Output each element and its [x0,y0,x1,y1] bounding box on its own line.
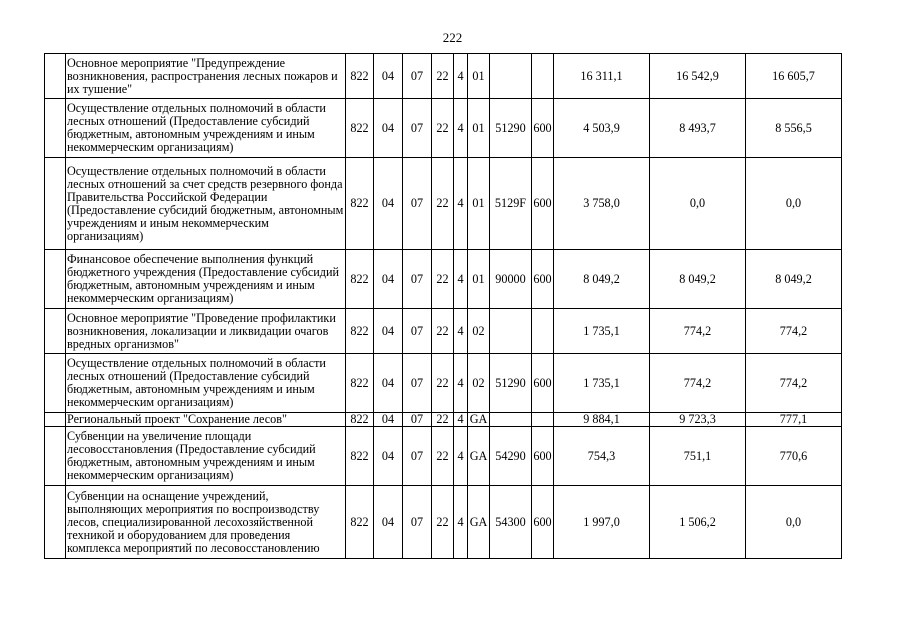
code-section: 04 [374,99,403,158]
amount-year-3: 8 556,5 [746,99,842,158]
amount-year-2: 9 723,3 [650,413,746,427]
code-section: 04 [374,354,403,413]
code-event: GA [468,413,490,427]
code-program: 22 [432,309,454,354]
code-event: GA [468,486,490,559]
code-ministry: 822 [346,427,374,486]
amount-year-2: 8 493,7 [650,99,746,158]
code-program: 22 [432,250,454,309]
amount-year-3: 0,0 [746,486,842,559]
code-direction: 51290 [490,354,532,413]
code-section: 04 [374,54,403,99]
code-ministry: 822 [346,250,374,309]
code-subprogram: 4 [454,99,468,158]
budget-table [44,53,842,559]
code-subsection: 07 [403,427,432,486]
code-section: 04 [374,250,403,309]
code-ministry: 822 [346,309,374,354]
blank-cell [45,250,66,309]
row-name: Основное мероприятие "Предупреждение возникновения, распространения лесных пожаров и их тушение" [66,54,346,99]
row-name: Финансовое обеспечение выполнения функций бюджетного учреждения (Предоставление субсидий бюджетным, автономным учреждениям и иным некоммерческим организациям) [66,250,346,309]
table-row [45,354,842,413]
amount-year-1: 16 311,1 [554,54,650,99]
code-direction: 54300 [490,486,532,559]
code-event: 01 [468,250,490,309]
code-direction [490,309,532,354]
amount-year-3: 770,6 [746,427,842,486]
code-expense-type: 600 [532,99,554,158]
blank-cell [45,427,66,486]
code-subsection: 07 [403,250,432,309]
row-name: Субвенции на увеличение площади лесовосстановления (Предоставление субсидий бюджетным, автономным учреждениям и иным некоммерческим организациям) [66,427,346,486]
code-direction: 54290 [490,427,532,486]
amount-year-1: 3 758,0 [554,158,650,250]
code-subsection: 07 [403,99,432,158]
amount-year-3: 16 605,7 [746,54,842,99]
table-row [45,427,842,486]
code-subprogram: 4 [454,54,468,99]
code-event: 01 [468,54,490,99]
amount-year-1: 1 735,1 [554,309,650,354]
table-row [45,99,842,158]
amount-year-1: 9 884,1 [554,413,650,427]
code-section: 04 [374,413,403,427]
amount-year-2: 751,1 [650,427,746,486]
blank-cell [45,158,66,250]
code-expense-type: 600 [532,158,554,250]
code-program: 22 [432,427,454,486]
code-event: GA [468,427,490,486]
code-subprogram: 4 [454,309,468,354]
code-ministry: 822 [346,486,374,559]
blank-cell [45,309,66,354]
code-section: 04 [374,309,403,354]
row-name: Осуществление отдельных полномочий в области лесных отношений (Предоставление субсидий бюджетным, автономным учреждениям и иным некоммерческим организациям) [66,99,346,158]
code-program: 22 [432,99,454,158]
code-ministry: 822 [346,413,374,427]
code-program: 22 [432,54,454,99]
table-row [45,309,842,354]
blank-cell [45,54,66,99]
amount-year-3: 774,2 [746,309,842,354]
code-section: 04 [374,486,403,559]
amount-year-1: 8 049,2 [554,250,650,309]
code-ministry: 822 [346,158,374,250]
row-name: Основное мероприятие "Проведение профилактики возникновения, локализации и ликвидации очагов вредных организмов" [66,309,346,354]
amount-year-1: 1 735,1 [554,354,650,413]
code-expense-type: 600 [532,486,554,559]
table-row [45,54,842,99]
row-name: Субвенции на оснащение учреждений, выполняющих мероприятия по воспроизводству лесов, специализированной лесохозяйственной техникой и оборудованием для проведения комплекса мероприятий по лесовосстановлению [66,486,346,559]
amount-year-2: 16 542,9 [650,54,746,99]
code-expense-type [532,309,554,354]
page-number: 222 [442,30,463,45]
code-subsection: 07 [403,354,432,413]
code-direction: 90000 [490,250,532,309]
table-row [45,158,842,250]
row-name: Осуществление отдельных полномочий в области лесных отношений за счет средств резервного фонда Правительства Российской Федерации (Предоставление субсидий бюджетным, автономным учреждениям и иным некоммерческим организациям) [66,158,346,250]
code-ministry: 822 [346,354,374,413]
code-program: 22 [432,413,454,427]
row-name: Региональный проект "Сохранение лесов" [66,413,346,427]
code-section: 04 [374,158,403,250]
amount-year-1: 1 997,0 [554,486,650,559]
code-event: 01 [468,99,490,158]
amount-year-2: 774,2 [650,309,746,354]
code-subsection: 07 [403,54,432,99]
code-subprogram: 4 [454,413,468,427]
code-subprogram: 4 [454,427,468,486]
code-subprogram: 4 [454,354,468,413]
blank-cell [45,486,66,559]
table-row [45,250,842,309]
code-program: 22 [432,158,454,250]
code-subprogram: 4 [454,158,468,250]
amount-year-2: 774,2 [650,354,746,413]
code-subsection: 07 [403,486,432,559]
code-subprogram: 4 [454,486,468,559]
code-expense-type: 600 [532,427,554,486]
code-section: 04 [374,427,403,486]
amount-year-3: 774,2 [746,354,842,413]
amount-year-3: 8 049,2 [746,250,842,309]
code-ministry: 822 [346,99,374,158]
code-subsection: 07 [403,158,432,250]
amount-year-1: 4 503,9 [554,99,650,158]
code-expense-type [532,54,554,99]
code-event: 01 [468,158,490,250]
code-program: 22 [432,354,454,413]
code-direction [490,413,532,427]
blank-cell [45,99,66,158]
code-subsection: 07 [403,309,432,354]
amount-year-2: 8 049,2 [650,250,746,309]
amount-year-1: 754,3 [554,427,650,486]
blank-cell [45,413,66,427]
table-row [45,486,842,559]
amount-year-3: 777,1 [746,413,842,427]
code-expense-type: 600 [532,354,554,413]
table-row [45,413,842,427]
amount-year-3: 0,0 [746,158,842,250]
amount-year-2: 1 506,2 [650,486,746,559]
code-event: 02 [468,354,490,413]
code-direction [490,54,532,99]
row-name: Осуществление отдельных полномочий в области лесных отношений (Предоставление субсидий бюджетным, автономным учреждениям и иным некоммерческим организациям) [66,354,346,413]
code-subsection: 07 [403,413,432,427]
blank-cell [45,354,66,413]
code-subprogram: 4 [454,250,468,309]
code-direction: 51290 [490,99,532,158]
code-ministry: 822 [346,54,374,99]
code-direction: 5129F [490,158,532,250]
code-program: 22 [432,486,454,559]
amount-year-2: 0,0 [650,158,746,250]
code-expense-type [532,413,554,427]
code-event: 02 [468,309,490,354]
code-expense-type: 600 [532,250,554,309]
